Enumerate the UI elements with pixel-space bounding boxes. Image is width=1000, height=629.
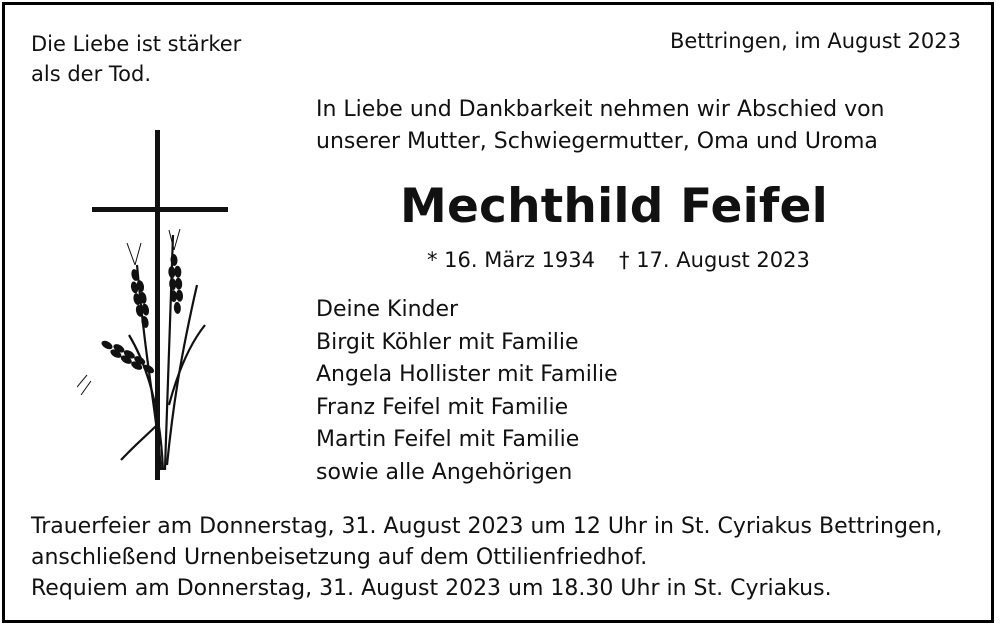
place-date: Bettringen, im August 2023	[669, 29, 961, 53]
intro-text	[316, 94, 885, 158]
mourner-line: Franz Feifel mit Familie	[316, 394, 569, 420]
mourner-line: Deine Kinder	[316, 297, 459, 322]
cross-with-wheat-icon	[77, 125, 237, 485]
funeral-line-1: Trauerfeier am Donnerstag, 31. August 2023 um 12 Uhr in St. Cyriakus Bettringen,	[31, 514, 943, 539]
obituary-card	[2, 2, 994, 623]
deceased-name: Mechthild Feifel	[400, 179, 828, 234]
mourner-line: sowie alle Angehörigen	[316, 459, 573, 485]
mourner-line: Angela Hollister mit Familie	[316, 362, 618, 387]
mourner-line: Martin Feifel mit Familie	[316, 427, 580, 452]
life-dates	[427, 248, 810, 272]
funeral-details	[31, 511, 942, 604]
birth-date: * 16. März 1934	[427, 248, 596, 272]
motto	[31, 29, 241, 89]
motto-line-2: als der Tod.	[31, 62, 151, 86]
mourner-line: Birgit Köhler mit Familie	[316, 329, 579, 355]
mourners-list	[316, 294, 618, 489]
intro-line-1: In Liebe und Dankbarkeit nehmen wir Abschied von	[316, 97, 885, 122]
intro-line-2: unserer Mutter, Schwiegermutter, Oma und Uroma	[316, 129, 878, 154]
death-date: † 17. August 2023	[619, 248, 810, 272]
motto-line-1: Die Liebe ist stärker	[31, 32, 242, 56]
funeral-line-3: Requiem am Donnerstag, 31. August 2023 um 18.30 Uhr in St. Cyriakus.	[31, 576, 832, 601]
funeral-line-2: anschließend Urnenbeisetzung auf dem Ottilienfriedhof.	[31, 545, 648, 570]
